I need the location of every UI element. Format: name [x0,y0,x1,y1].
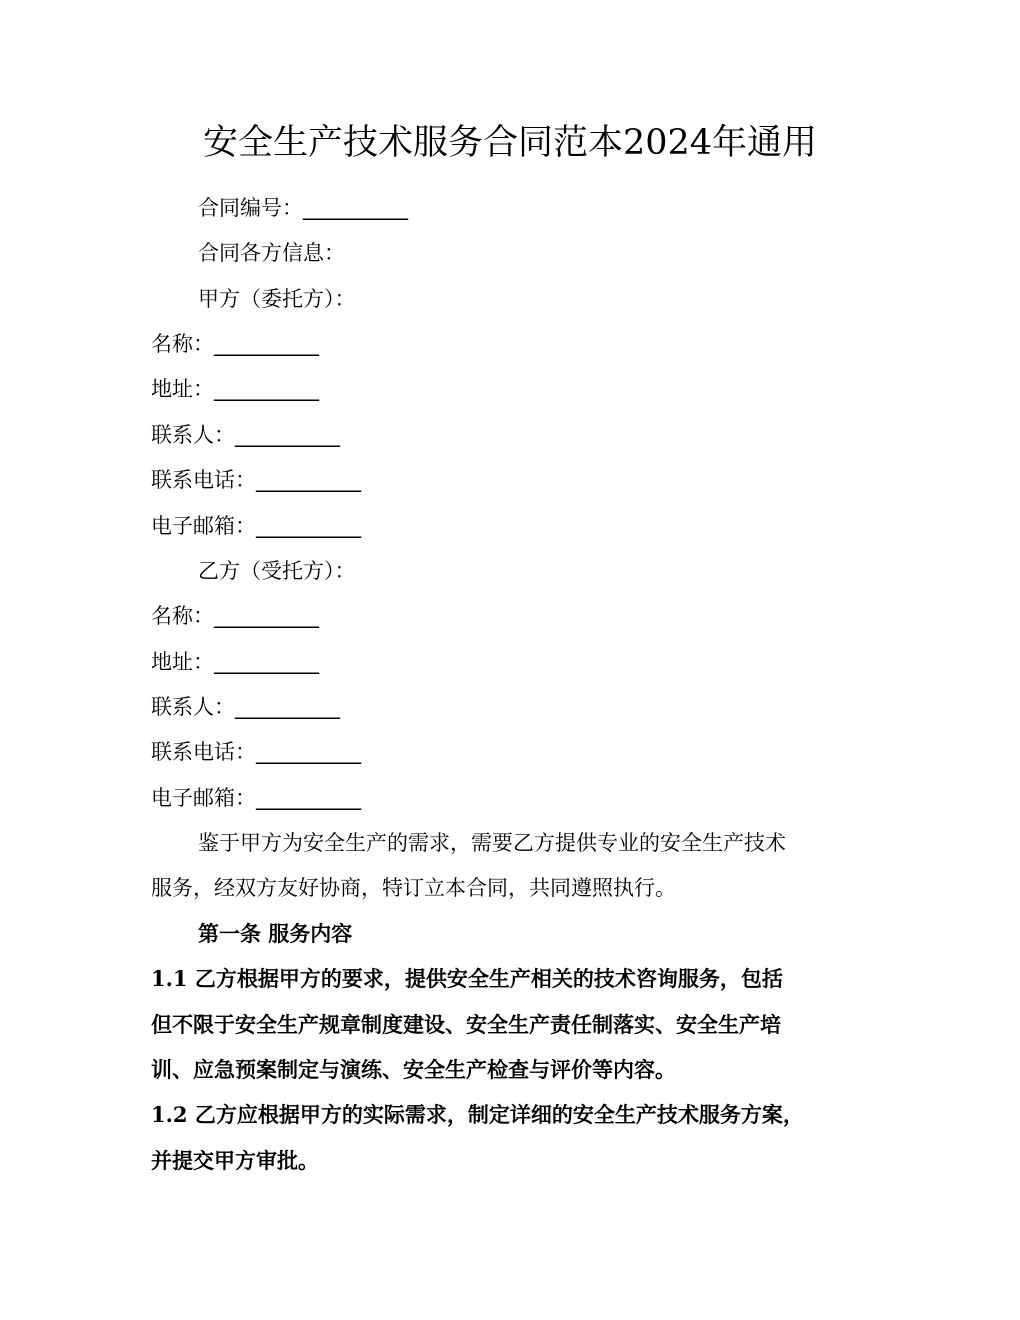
field-blank: __________ [214,650,319,674]
field-label: 名称： [151,332,214,356]
party-b-address-line [151,647,319,677]
field-blank: __________ [256,740,361,764]
party-a-contact-line [151,420,340,450]
document-title: 安全生产技术服务合同范本2024年通用 [202,123,818,163]
field-label: 地址： [151,650,214,674]
field-blank: __________ [235,423,340,447]
party-b-email-line [151,783,361,813]
field-label: 电子邮箱： [151,786,256,810]
contract-number-line [198,193,408,223]
clause-1-2-line-1: 1.2 乙方应根据甲方的实际需求，制定详细的安全生产技术服务方案， [151,1102,804,1127]
party-b-phone-line [151,737,361,767]
field-blank: __________ [256,468,361,492]
party-b-name-line [151,601,319,631]
field-blank: __________ [214,377,319,401]
party-b-contact-line [151,692,340,722]
parties-heading: 合同各方信息： [198,241,345,265]
contract-number-label: 合同编号： [198,196,303,220]
party-a-name-line [151,329,319,359]
article-1-heading: 第一条 服务内容 [198,921,353,946]
clause-1-1-line-3: 训、应急预案制定与演练、安全生产检查与评价等内容。 [151,1057,676,1082]
party-a-email-line [151,511,361,541]
party-a-phone-line [151,465,361,495]
field-blank: __________ [214,604,319,628]
field-label: 名称： [151,604,214,628]
party-a-heading: 甲方（委托方）： [198,287,356,311]
preamble-line-1: 鉴于甲方为安全生产的需求，需要乙方提供专业的安全生产技术 [198,831,786,855]
field-label: 联系电话： [151,740,256,764]
field-label: 电子邮箱： [151,514,256,538]
field-blank: __________ [256,786,361,810]
field-label: 地址： [151,377,214,401]
field-label: 联系人： [151,695,235,719]
party-a-address-line [151,374,319,404]
field-blank: __________ [256,514,361,538]
party-b-heading: 乙方（受托方）： [198,559,356,583]
preamble-line-2: 服务，经双方友好协商，特订立本合同，共同遵照执行。 [151,876,676,900]
clause-1-2-line-2: 并提交甲方审批。 [151,1148,319,1173]
contract-number-blank: __________ [303,196,408,220]
field-blank: __________ [214,332,319,356]
field-label: 联系电话： [151,468,256,492]
clause-1-1-line-2: 但不限于安全生产规章制度建设、安全生产责任制落实、安全生产培 [151,1012,781,1037]
field-blank: __________ [235,695,340,719]
clause-1-1-line-1: 1.1 乙方根据甲方的要求，提供安全生产相关的技术咨询服务，包括 [151,966,783,991]
field-label: 联系人： [151,423,235,447]
